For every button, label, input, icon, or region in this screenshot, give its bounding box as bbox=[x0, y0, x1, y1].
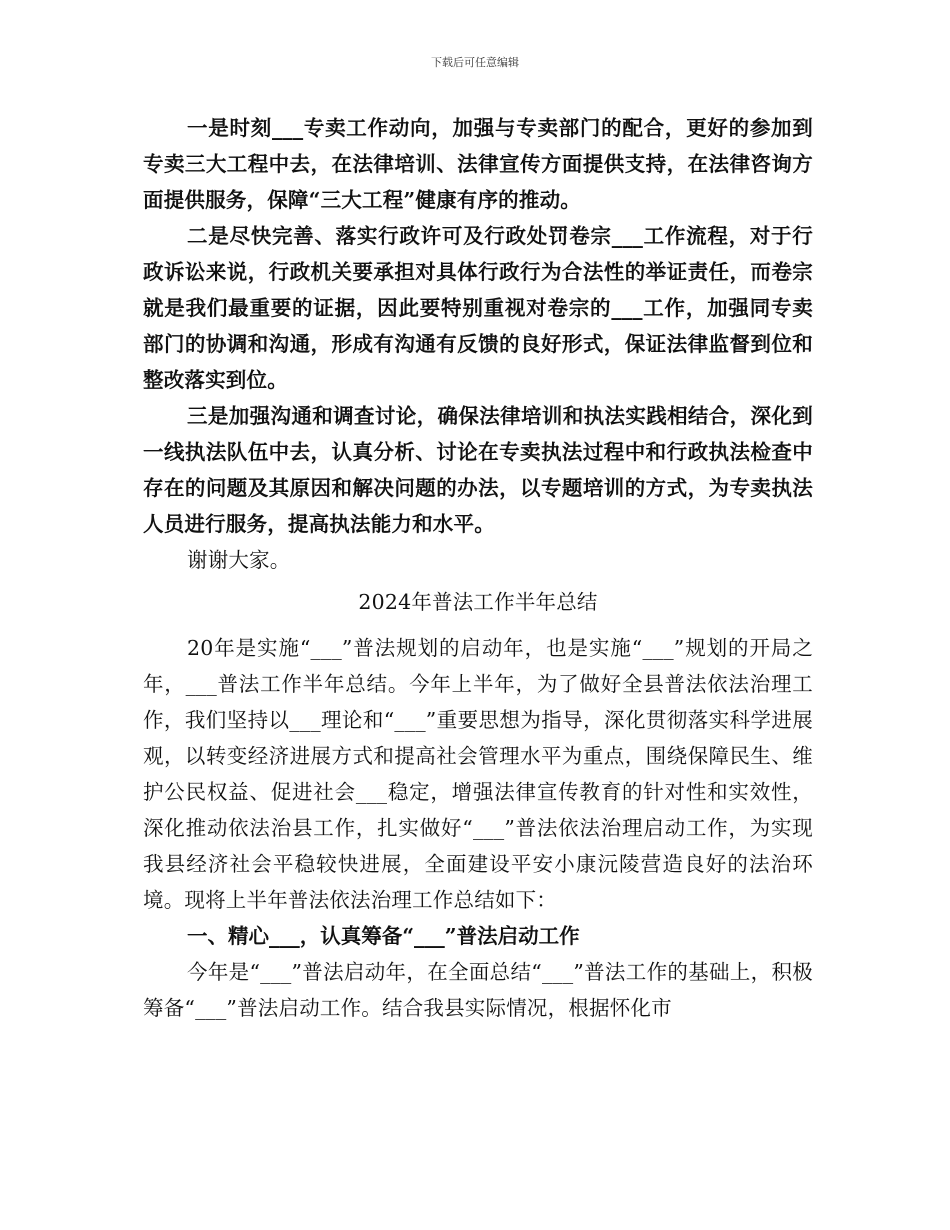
page-header-note: 下载后可任意编辑 bbox=[431, 56, 519, 69]
section-one-body: 今年是“___”普法启动年，在全面总结“___”普法工作的基础上，积极筹备“___”普法启动工作。结合我县实际情况，根据怀化市 bbox=[143, 960, 813, 1020]
closing-line: 谢谢大家。 bbox=[187, 548, 291, 572]
paragraph-point-two: 二是尽快完善、落实行政许可及行政处罚卷宗___工作流程，对于行政诉讼来说，行政机关要承担对具体行政行为合法性的举证责任，而卷宗就是我们最重要的证据，因此要特别重视对卷宗的___工作，加强同专卖部门的协调和沟通，形成有沟通有反馈的良好形式，保证法律监督到位和整改落实到位。 bbox=[143, 224, 813, 392]
paragraph-point-one: 一是时刻___专卖工作动向，加强与专卖部门的配合，更好的参加到专卖三大工程中去，在法律培训、法律宣传方面提供支持，在法律咨询方面提供服务，保障“三大工程”健康有序的推动。 bbox=[143, 116, 813, 212]
document-title: 2024年普法工作半年总结 bbox=[358, 590, 598, 614]
intro-paragraph: 20年是实施“___”普法规划的启动年，也是实施“___”规划的开局之年，___普法工作半年总结。今年上半年，为了做好全县普法依法治理工作，我们坚持以___理论和“___”重要思想为指导，深化贯彻落实科学进展观，以转变经济进展方式和提高社会管理水平为重点，围绕保障民生、维护公民权益、促进社会___稳定，增强法律宣传教育的针对性和实效性，深化推动依法治县工作，扎实做好“___”普法依法治理启动工作，为实现我县经济社会平稳较快进展，全面建设平安小康沅陵营造良好的法治环境。现将上半年普法依法治理工作总结如下： bbox=[143, 636, 813, 912]
paragraph-point-three: 三是加强沟通和调查讨论，确保法律培训和执法实践相结合，深化到一线执法队伍中去，认真分析、讨论在专卖执法过程中和行政执法检查中存在的问题及其原因和解决问题的办法，以专题培训的方式，为专卖执法人员进行服务，提高执法能力和水平。 bbox=[143, 404, 813, 536]
document-body bbox=[143, 110, 813, 1026]
section-heading-one: 一、精心___，认真筹备“___”普法启动工作 bbox=[187, 924, 580, 948]
